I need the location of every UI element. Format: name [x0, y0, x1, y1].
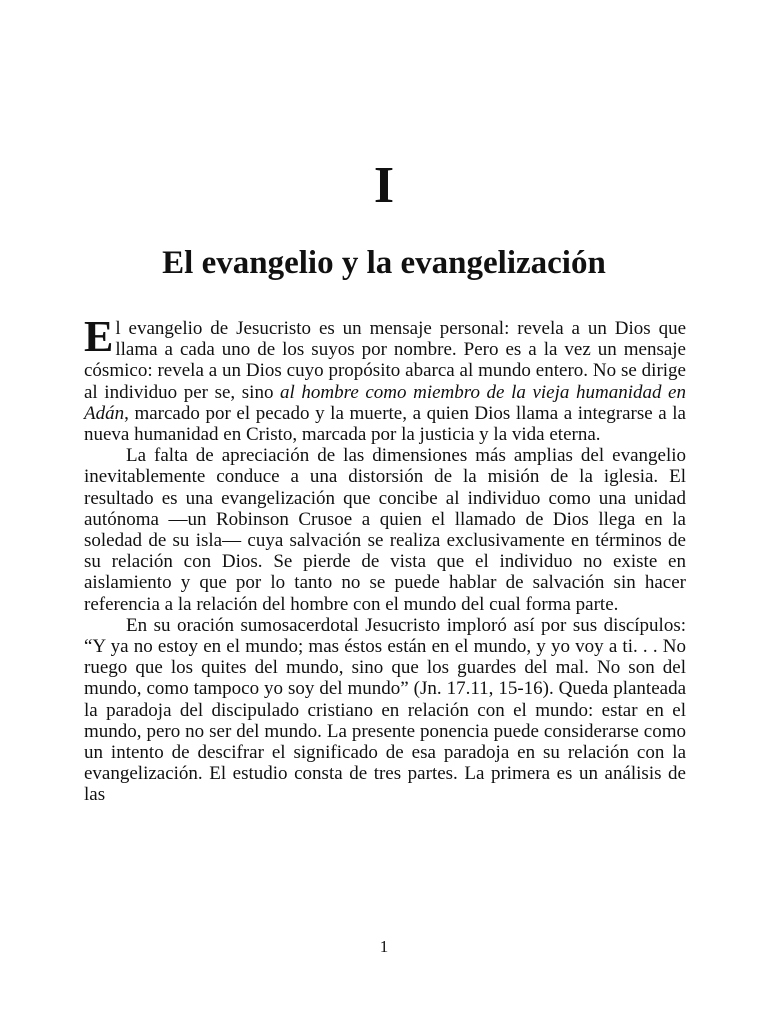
paragraph-1-text-start: l evangelio de Jesucristo es un mensaje personal: revela a un Dios que llama a cada uno de los suyos por nombre. Pero es a la vez un mensaje cósmico: revela a un Dios cuyo propósito abarca al mundo entero. No se dirige al individuo per se, sino [84, 318, 686, 403]
chapter-number: I [373, 157, 395, 214]
chapter-title: El evangelio y la evangelización [162, 245, 606, 281]
paragraph-1-italic: al hombre como miembro de la vieja humanidad en Adán [84, 381, 686, 424]
paragraph-1 [84, 312, 686, 446]
paragraph-1-text-end: , marcado por el pecado y la muerte, a quien Dios llama a integrarse a la nueva humanidad en Cristo, marcada por la justicia y la vida eterna. [84, 402, 686, 446]
paragraph-3: En su oración sumosacerdotal Jesucristo imploró así por sus discípulos: “Y ya no estoy en el mundo; mas éstos están en el mundo, y yo voy a ti. . . No ruego que los quites del mundo, sino que los guardes del mal. No son del mundo, como tampoco yo soy del mundo” (Jn. 17.11, 15-16). Queda planteada la paradoja del discipulado cristiano en relación con el mundo: estar en el mundo, pero no ser del mundo. La presente ponencia puede considerarse como un intento de descifrar el significado de esa paradoja en su relación con la evangelización. El estudio consta de tres partes. La primera es un análisis de las [84, 614, 686, 806]
page-number: 1 [379, 937, 389, 956]
paragraph-2: La falta de apreciación de las dimensiones más amplias del evangelio inevitablemente conduce a una distorsión de la misión de la iglesia. El resultado es una evangelización que concibe al individuo como una unidad autónoma —un Robinson Crusoe a quien el llamado de Dios llega en la soledad de su isla— cuya salvación se realiza exclusivamente en términos de su relación con Dios. Se pierde de vista que el individuo no existe en aislamiento y que por lo tanto no se puede hablar de salvación sin hacer referencia a la relación del hombre con el mundo del cual forma parte. [84, 445, 686, 615]
drop-cap: E [84, 312, 114, 361]
body-text [84, 312, 686, 806]
